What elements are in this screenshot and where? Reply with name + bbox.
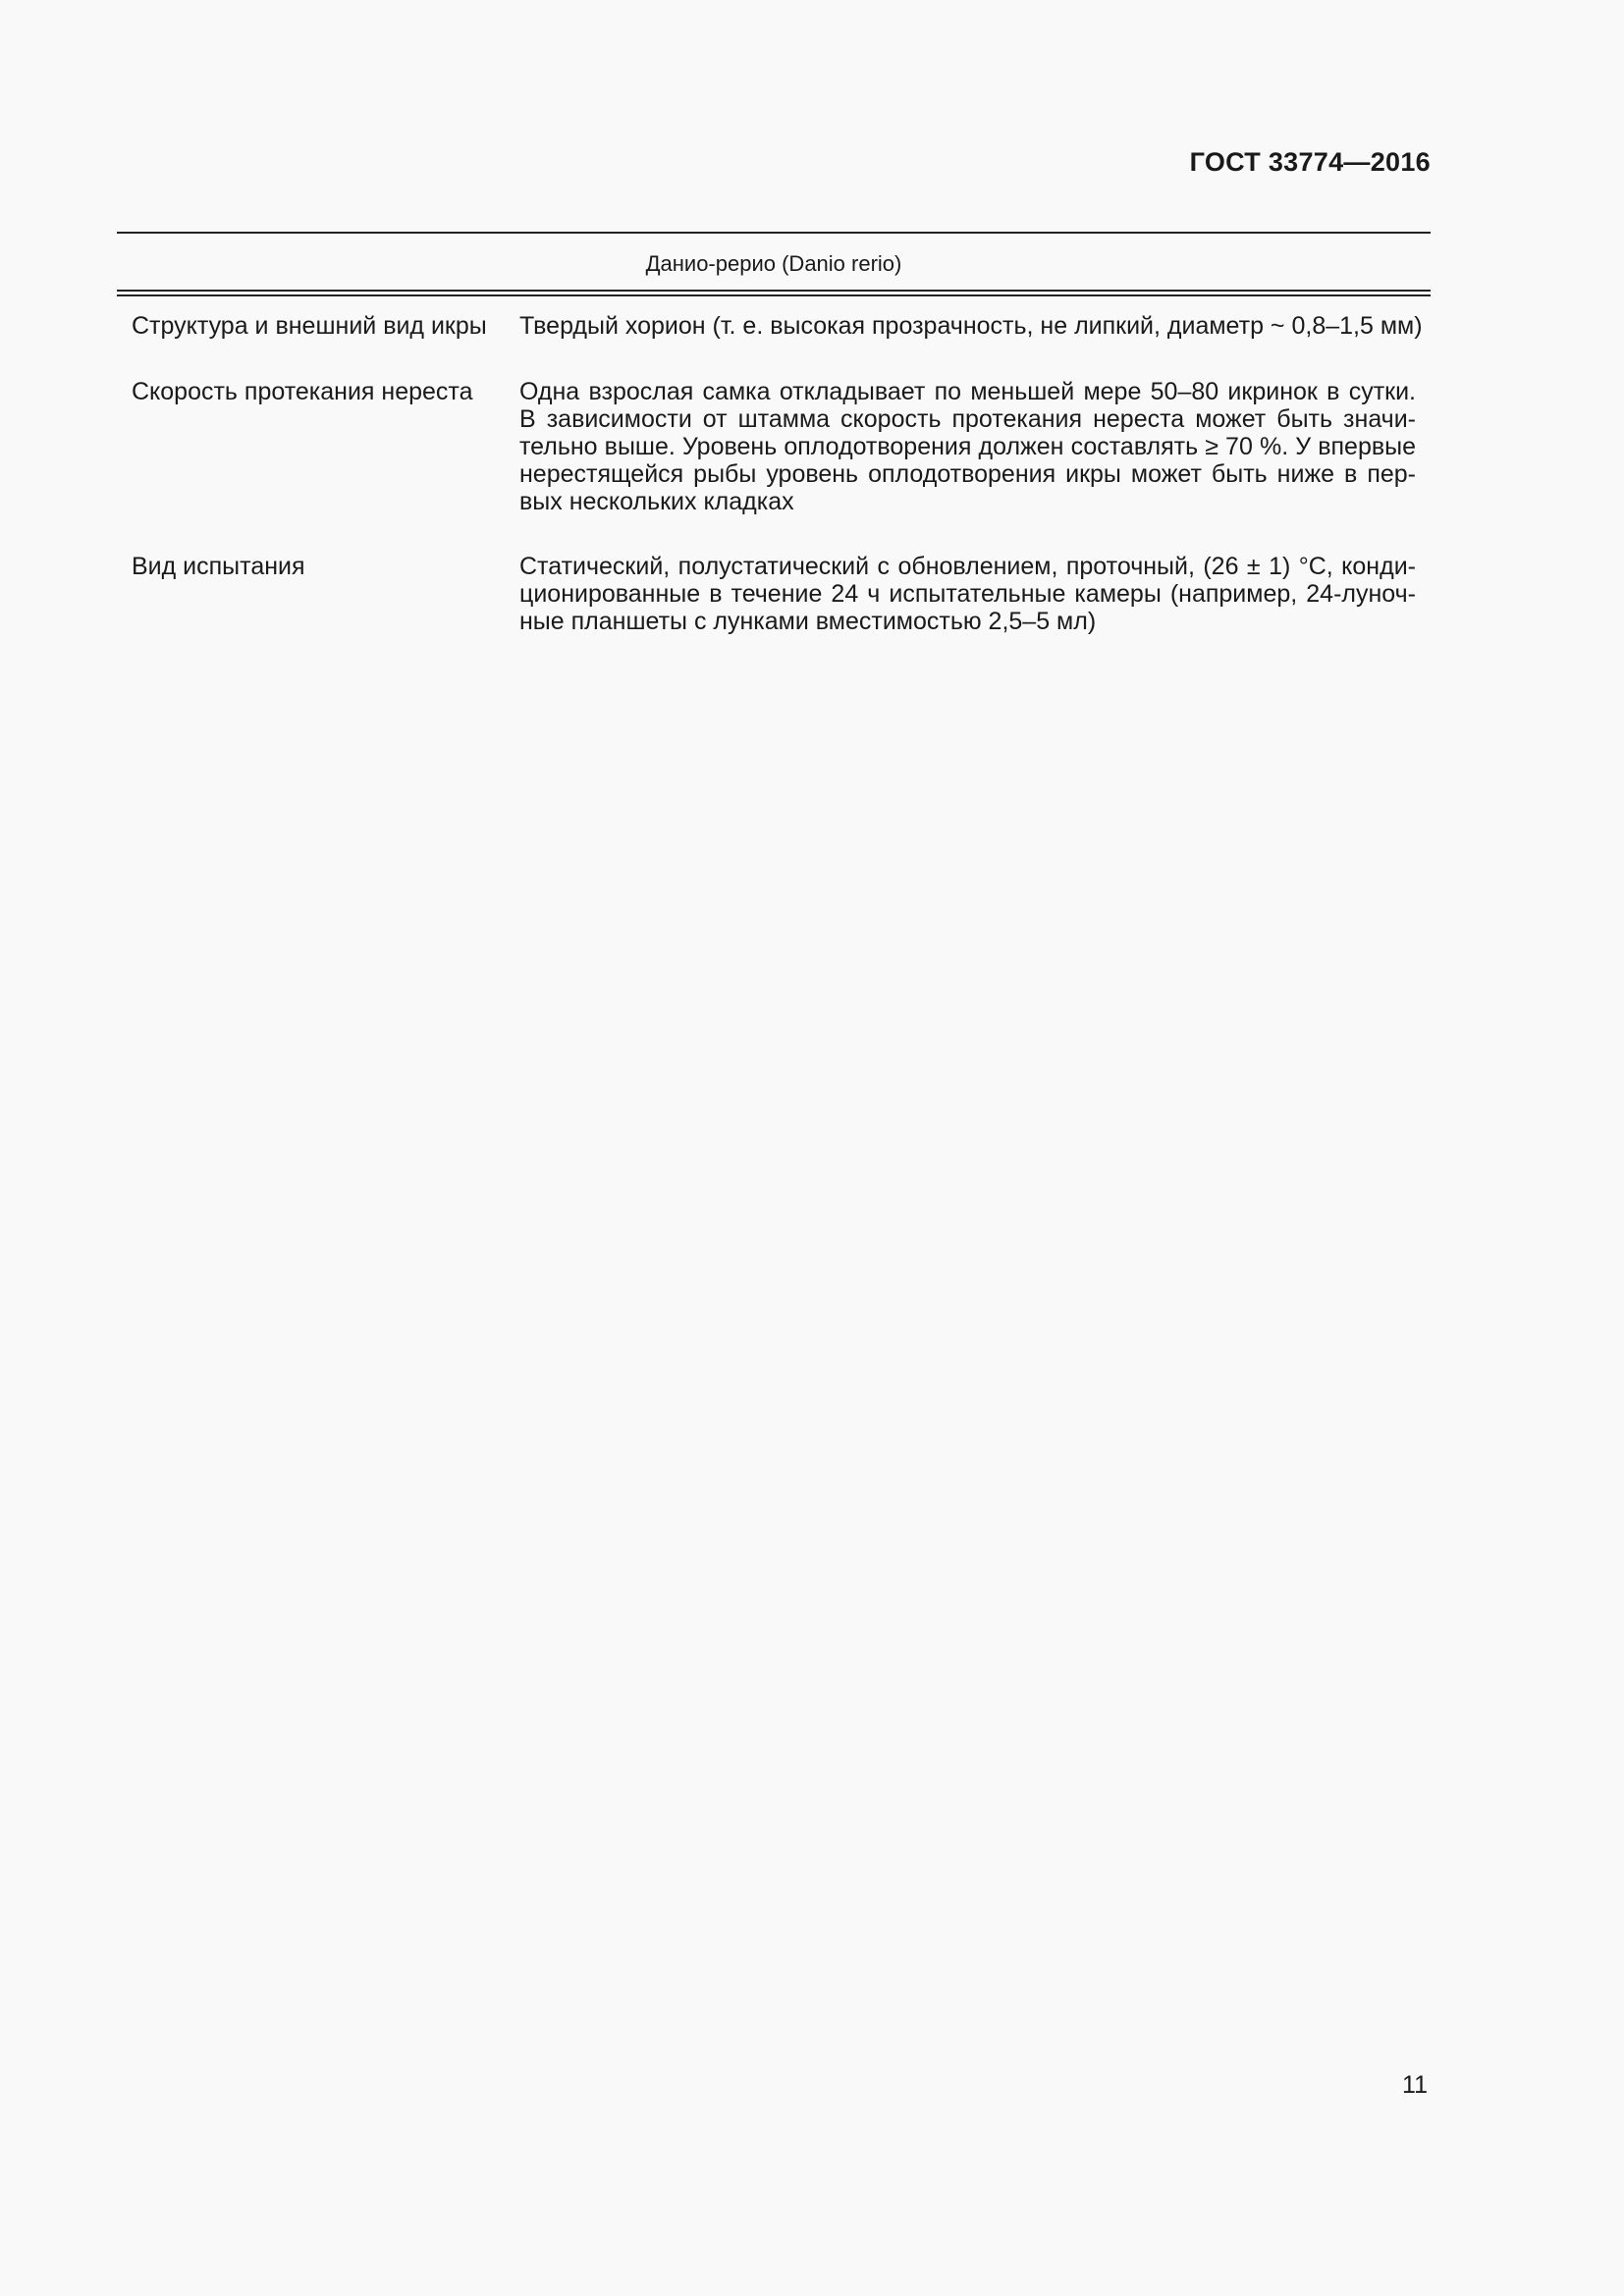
row-value	[519, 553, 1416, 635]
row-value-line: Статический, полустатический с обновлением, проточный, (26 ± 1) °С, конди-	[519, 553, 1416, 580]
row-label: Скорость протекания нереста	[132, 378, 473, 405]
row-value-line: ционированные в течение 24 ч испытательные камеры (например, 24-луноч-	[519, 580, 1416, 608]
row-value	[519, 312, 1423, 340]
table-column-header: Данио-рерио (Danio rerio)	[645, 251, 902, 276]
page-number: 11	[1402, 2071, 1428, 2099]
row-value-line: вых нескольких кладках	[519, 488, 794, 515]
table-header-double-rule	[117, 290, 1431, 296]
row-value-line: тельно выше. Уровень оплодотворения должен составлять ≥ 70 %. У впервые	[519, 433, 1416, 460]
table-row	[117, 378, 1431, 515]
row-value-line: нерестящейся рыбы уровень оплодотворения икры может быть ниже в пер-	[519, 460, 1416, 488]
row-value-line: В зависимости от штамма скорость протекания нереста может быть значи-	[519, 405, 1416, 433]
row-label: Вид испытания	[132, 553, 305, 580]
row-value	[519, 378, 1416, 515]
row-value-line: Твердый хорион (т. е. высокая прозрачность, не липкий, диаметр ~ 0,8–1,5 мм)	[519, 312, 1423, 340]
table-row	[117, 553, 1431, 635]
row-value-line: ные планшеты с лунками вместимостью 2,5–5 мл)	[519, 608, 1097, 635]
row-label: Структура и внешний вид икры	[132, 312, 487, 340]
data-table	[117, 232, 1431, 635]
document-number: ГОСТ 33774—2016	[1189, 147, 1431, 177]
row-value-line: Одна взрослая самка откладывает по меньшей мере 50–80 икринок в сутки.	[519, 378, 1416, 405]
table-row	[117, 312, 1431, 340]
